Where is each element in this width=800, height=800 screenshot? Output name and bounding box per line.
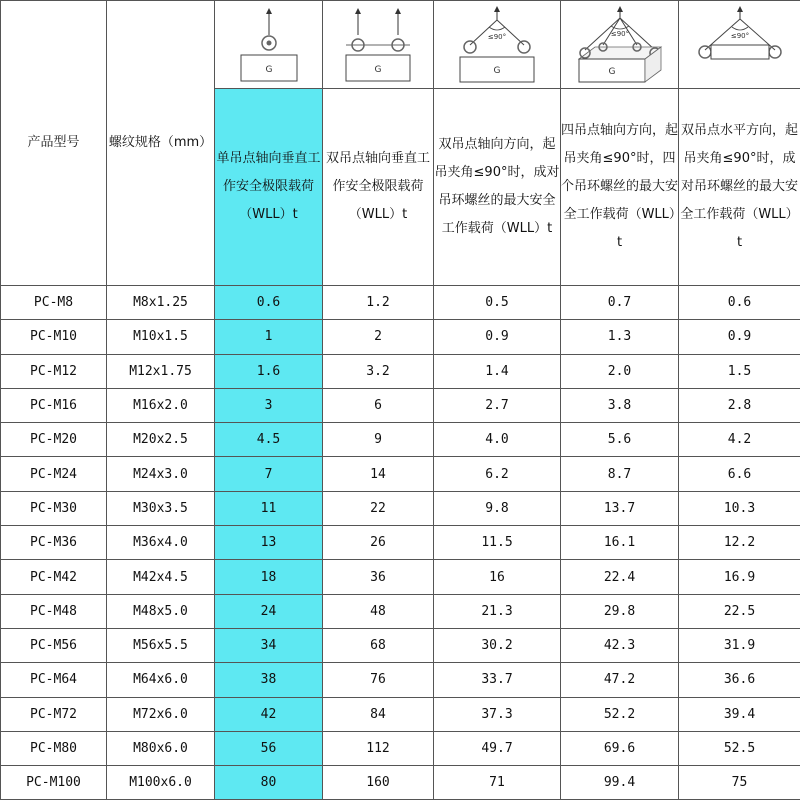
header-four-point-wll: 四吊点轴向方向，起吊夹角≤90°时，四个吊环螺丝的最大安全工作载荷（WLL）t — [561, 89, 679, 286]
cell-single-vertical-wll: 38 — [215, 663, 323, 697]
cell-double-angle-wll: 2.7 — [434, 388, 561, 422]
cell-double-horizontal-wll: 2.8 — [679, 388, 800, 422]
cell-double-angle-wll: 0.5 — [434, 286, 561, 320]
diagram-cell-double-vertical — [323, 1, 434, 89]
cell-thread: M20x2.5 — [107, 423, 215, 457]
cell-double-angle-wll: 1.4 — [434, 354, 561, 388]
cell-four-point-wll: 2.0 — [561, 354, 679, 388]
cell-single-vertical-wll: 42 — [215, 697, 323, 731]
cell-four-point-wll: 69.6 — [561, 731, 679, 765]
diagram-cell-double-horizontal — [679, 1, 800, 89]
cell-double-angle-wll: 33.7 — [434, 663, 561, 697]
cell-thread: M16x2.0 — [107, 388, 215, 422]
cell-model: PC-M30 — [1, 491, 107, 525]
cell-double-angle-wll: 4.0 — [434, 423, 561, 457]
angle-label: ≤90° — [730, 31, 749, 40]
cell-model: PC-M100 — [1, 766, 107, 800]
table-row — [1, 594, 800, 628]
cell-model: PC-M36 — [1, 526, 107, 560]
cell-four-point-wll: 3.8 — [561, 388, 679, 422]
diagram-cell-four-point — [561, 1, 679, 89]
cell-four-point-wll: 5.6 — [561, 423, 679, 457]
cell-double-vertical-wll: 22 — [323, 491, 434, 525]
cell-double-horizontal-wll: 52.5 — [679, 731, 800, 765]
cell-model: PC-M64 — [1, 663, 107, 697]
cell-double-horizontal-wll: 16.9 — [679, 560, 800, 594]
cell-model: PC-M20 — [1, 423, 107, 457]
table-row — [1, 560, 800, 594]
cell-model: PC-M48 — [1, 594, 107, 628]
double-vertical-lift-diagram — [328, 5, 428, 85]
cell-double-horizontal-wll: 75 — [679, 766, 800, 800]
cell-double-horizontal-wll: 10.3 — [679, 491, 800, 525]
cell-model: PC-M72 — [1, 697, 107, 731]
table-row — [1, 766, 800, 800]
cell-double-vertical-wll: 14 — [323, 457, 434, 491]
load-label: G — [608, 66, 615, 77]
cell-double-horizontal-wll: 22.5 — [679, 594, 800, 628]
cell-model: PC-M24 — [1, 457, 107, 491]
table-row — [1, 663, 800, 697]
cell-thread: M64x6.0 — [107, 663, 215, 697]
cell-double-horizontal-wll: 12.2 — [679, 526, 800, 560]
cell-thread: M56x5.5 — [107, 628, 215, 662]
table-row — [1, 423, 800, 457]
double-angle-lift-diagram — [442, 5, 552, 85]
cell-single-vertical-wll: 0.6 — [215, 286, 323, 320]
cell-thread: M42x4.5 — [107, 560, 215, 594]
cell-four-point-wll: 1.3 — [561, 320, 679, 354]
cell-four-point-wll: 99.4 — [561, 766, 679, 800]
cell-four-point-wll: 42.3 — [561, 628, 679, 662]
diagram-cell-single — [215, 1, 323, 89]
cell-single-vertical-wll: 24 — [215, 594, 323, 628]
cell-double-horizontal-wll: 4.2 — [679, 423, 800, 457]
cell-double-horizontal-wll: 36.6 — [679, 663, 800, 697]
cell-model: PC-M16 — [1, 388, 107, 422]
header-double-vertical-wll: 双吊点轴向垂直工作安全极限载荷（WLL）t — [323, 89, 434, 286]
table-row — [1, 491, 800, 525]
table-row — [1, 526, 800, 560]
cell-double-angle-wll: 9.8 — [434, 491, 561, 525]
cell-double-angle-wll: 49.7 — [434, 731, 561, 765]
cell-four-point-wll: 13.7 — [561, 491, 679, 525]
cell-thread: M72x6.0 — [107, 697, 215, 731]
cell-double-vertical-wll: 48 — [323, 594, 434, 628]
header-double-angle-wll: 双吊点轴向方向，起吊夹角≤90°时，成对吊环螺丝的最大安全工作载荷（WLL）t — [434, 89, 561, 286]
four-point-lift-diagram — [565, 5, 675, 85]
cell-double-horizontal-wll: 0.9 — [679, 320, 800, 354]
table-row — [1, 286, 800, 320]
cell-model: PC-M8 — [1, 286, 107, 320]
cell-four-point-wll: 29.8 — [561, 594, 679, 628]
load-label: G — [374, 64, 382, 75]
cell-model: PC-M42 — [1, 560, 107, 594]
diagram-cell-double-angle — [434, 1, 561, 89]
angle-label: ≤90° — [487, 32, 507, 41]
header-single-vertical-wll: 单吊点轴向垂直工作安全极限载荷（WLL）t — [215, 89, 323, 286]
cell-single-vertical-wll: 4.5 — [215, 423, 323, 457]
cell-thread: M8x1.25 — [107, 286, 215, 320]
cell-single-vertical-wll: 1.6 — [215, 354, 323, 388]
cell-double-vertical-wll: 160 — [323, 766, 434, 800]
cell-thread: M24x3.0 — [107, 457, 215, 491]
cell-double-vertical-wll: 112 — [323, 731, 434, 765]
table-row — [1, 320, 800, 354]
table-row — [1, 457, 800, 491]
cell-double-angle-wll: 71 — [434, 766, 561, 800]
cell-single-vertical-wll: 80 — [215, 766, 323, 800]
angle-label: ≤90° — [610, 29, 629, 38]
cell-double-vertical-wll: 68 — [323, 628, 434, 662]
cell-thread: M36x4.0 — [107, 526, 215, 560]
load-label: G — [265, 64, 272, 75]
cell-four-point-wll: 8.7 — [561, 457, 679, 491]
load-label: G — [493, 65, 501, 76]
table-row — [1, 697, 800, 731]
cell-double-angle-wll: 0.9 — [434, 320, 561, 354]
cell-single-vertical-wll: 13 — [215, 526, 323, 560]
cell-thread: M100x6.0 — [107, 766, 215, 800]
cell-single-vertical-wll: 3 — [215, 388, 323, 422]
cell-thread: M80x6.0 — [107, 731, 215, 765]
cell-model: PC-M10 — [1, 320, 107, 354]
double-horizontal-lift-diagram — [685, 5, 795, 85]
cell-double-vertical-wll: 1.2 — [323, 286, 434, 320]
cell-double-vertical-wll: 9 — [323, 423, 434, 457]
cell-single-vertical-wll: 1 — [215, 320, 323, 354]
cell-thread: M30x3.5 — [107, 491, 215, 525]
cell-double-vertical-wll: 3.2 — [323, 354, 434, 388]
cell-four-point-wll: 0.7 — [561, 286, 679, 320]
cell-double-horizontal-wll: 6.6 — [679, 457, 800, 491]
cell-four-point-wll: 22.4 — [561, 560, 679, 594]
diagram-row — [1, 1, 800, 89]
cell-model: PC-M12 — [1, 354, 107, 388]
cell-four-point-wll: 52.2 — [561, 697, 679, 731]
cell-double-vertical-wll: 84 — [323, 697, 434, 731]
cell-double-angle-wll: 11.5 — [434, 526, 561, 560]
single-lift-diagram — [219, 5, 319, 85]
cell-thread: M12x1.75 — [107, 354, 215, 388]
cell-double-horizontal-wll: 39.4 — [679, 697, 800, 731]
cell-double-angle-wll: 21.3 — [434, 594, 561, 628]
cell-single-vertical-wll: 11 — [215, 491, 323, 525]
cell-single-vertical-wll: 18 — [215, 560, 323, 594]
cell-thread: M48x5.0 — [107, 594, 215, 628]
header-double-horizontal-wll: 双吊点水平方向，起吊夹角≤90°时，成对吊环螺丝的最大安全工作载荷（WLL）t — [679, 89, 800, 286]
cell-single-vertical-wll: 7 — [215, 457, 323, 491]
cell-single-vertical-wll: 34 — [215, 628, 323, 662]
cell-double-vertical-wll: 26 — [323, 526, 434, 560]
cell-double-vertical-wll: 76 — [323, 663, 434, 697]
table-row — [1, 388, 800, 422]
table-row — [1, 628, 800, 662]
cell-double-horizontal-wll: 1.5 — [679, 354, 800, 388]
cell-single-vertical-wll: 56 — [215, 731, 323, 765]
cell-double-angle-wll: 6.2 — [434, 457, 561, 491]
header-thread: 螺纹规格（mm） — [107, 1, 215, 286]
cell-four-point-wll: 16.1 — [561, 526, 679, 560]
cell-double-horizontal-wll: 31.9 — [679, 628, 800, 662]
cell-double-vertical-wll: 2 — [323, 320, 434, 354]
cell-double-angle-wll: 30.2 — [434, 628, 561, 662]
cell-double-horizontal-wll: 0.6 — [679, 286, 800, 320]
table-row — [1, 731, 800, 765]
cell-model: PC-M80 — [1, 731, 107, 765]
cell-double-vertical-wll: 6 — [323, 388, 434, 422]
table-row — [1, 354, 800, 388]
header-model: 产品型号 — [1, 1, 107, 286]
cell-thread: M10x1.5 — [107, 320, 215, 354]
cell-double-vertical-wll: 36 — [323, 560, 434, 594]
cell-double-angle-wll: 16 — [434, 560, 561, 594]
cell-four-point-wll: 47.2 — [561, 663, 679, 697]
cell-model: PC-M56 — [1, 628, 107, 662]
cell-double-angle-wll: 37.3 — [434, 697, 561, 731]
